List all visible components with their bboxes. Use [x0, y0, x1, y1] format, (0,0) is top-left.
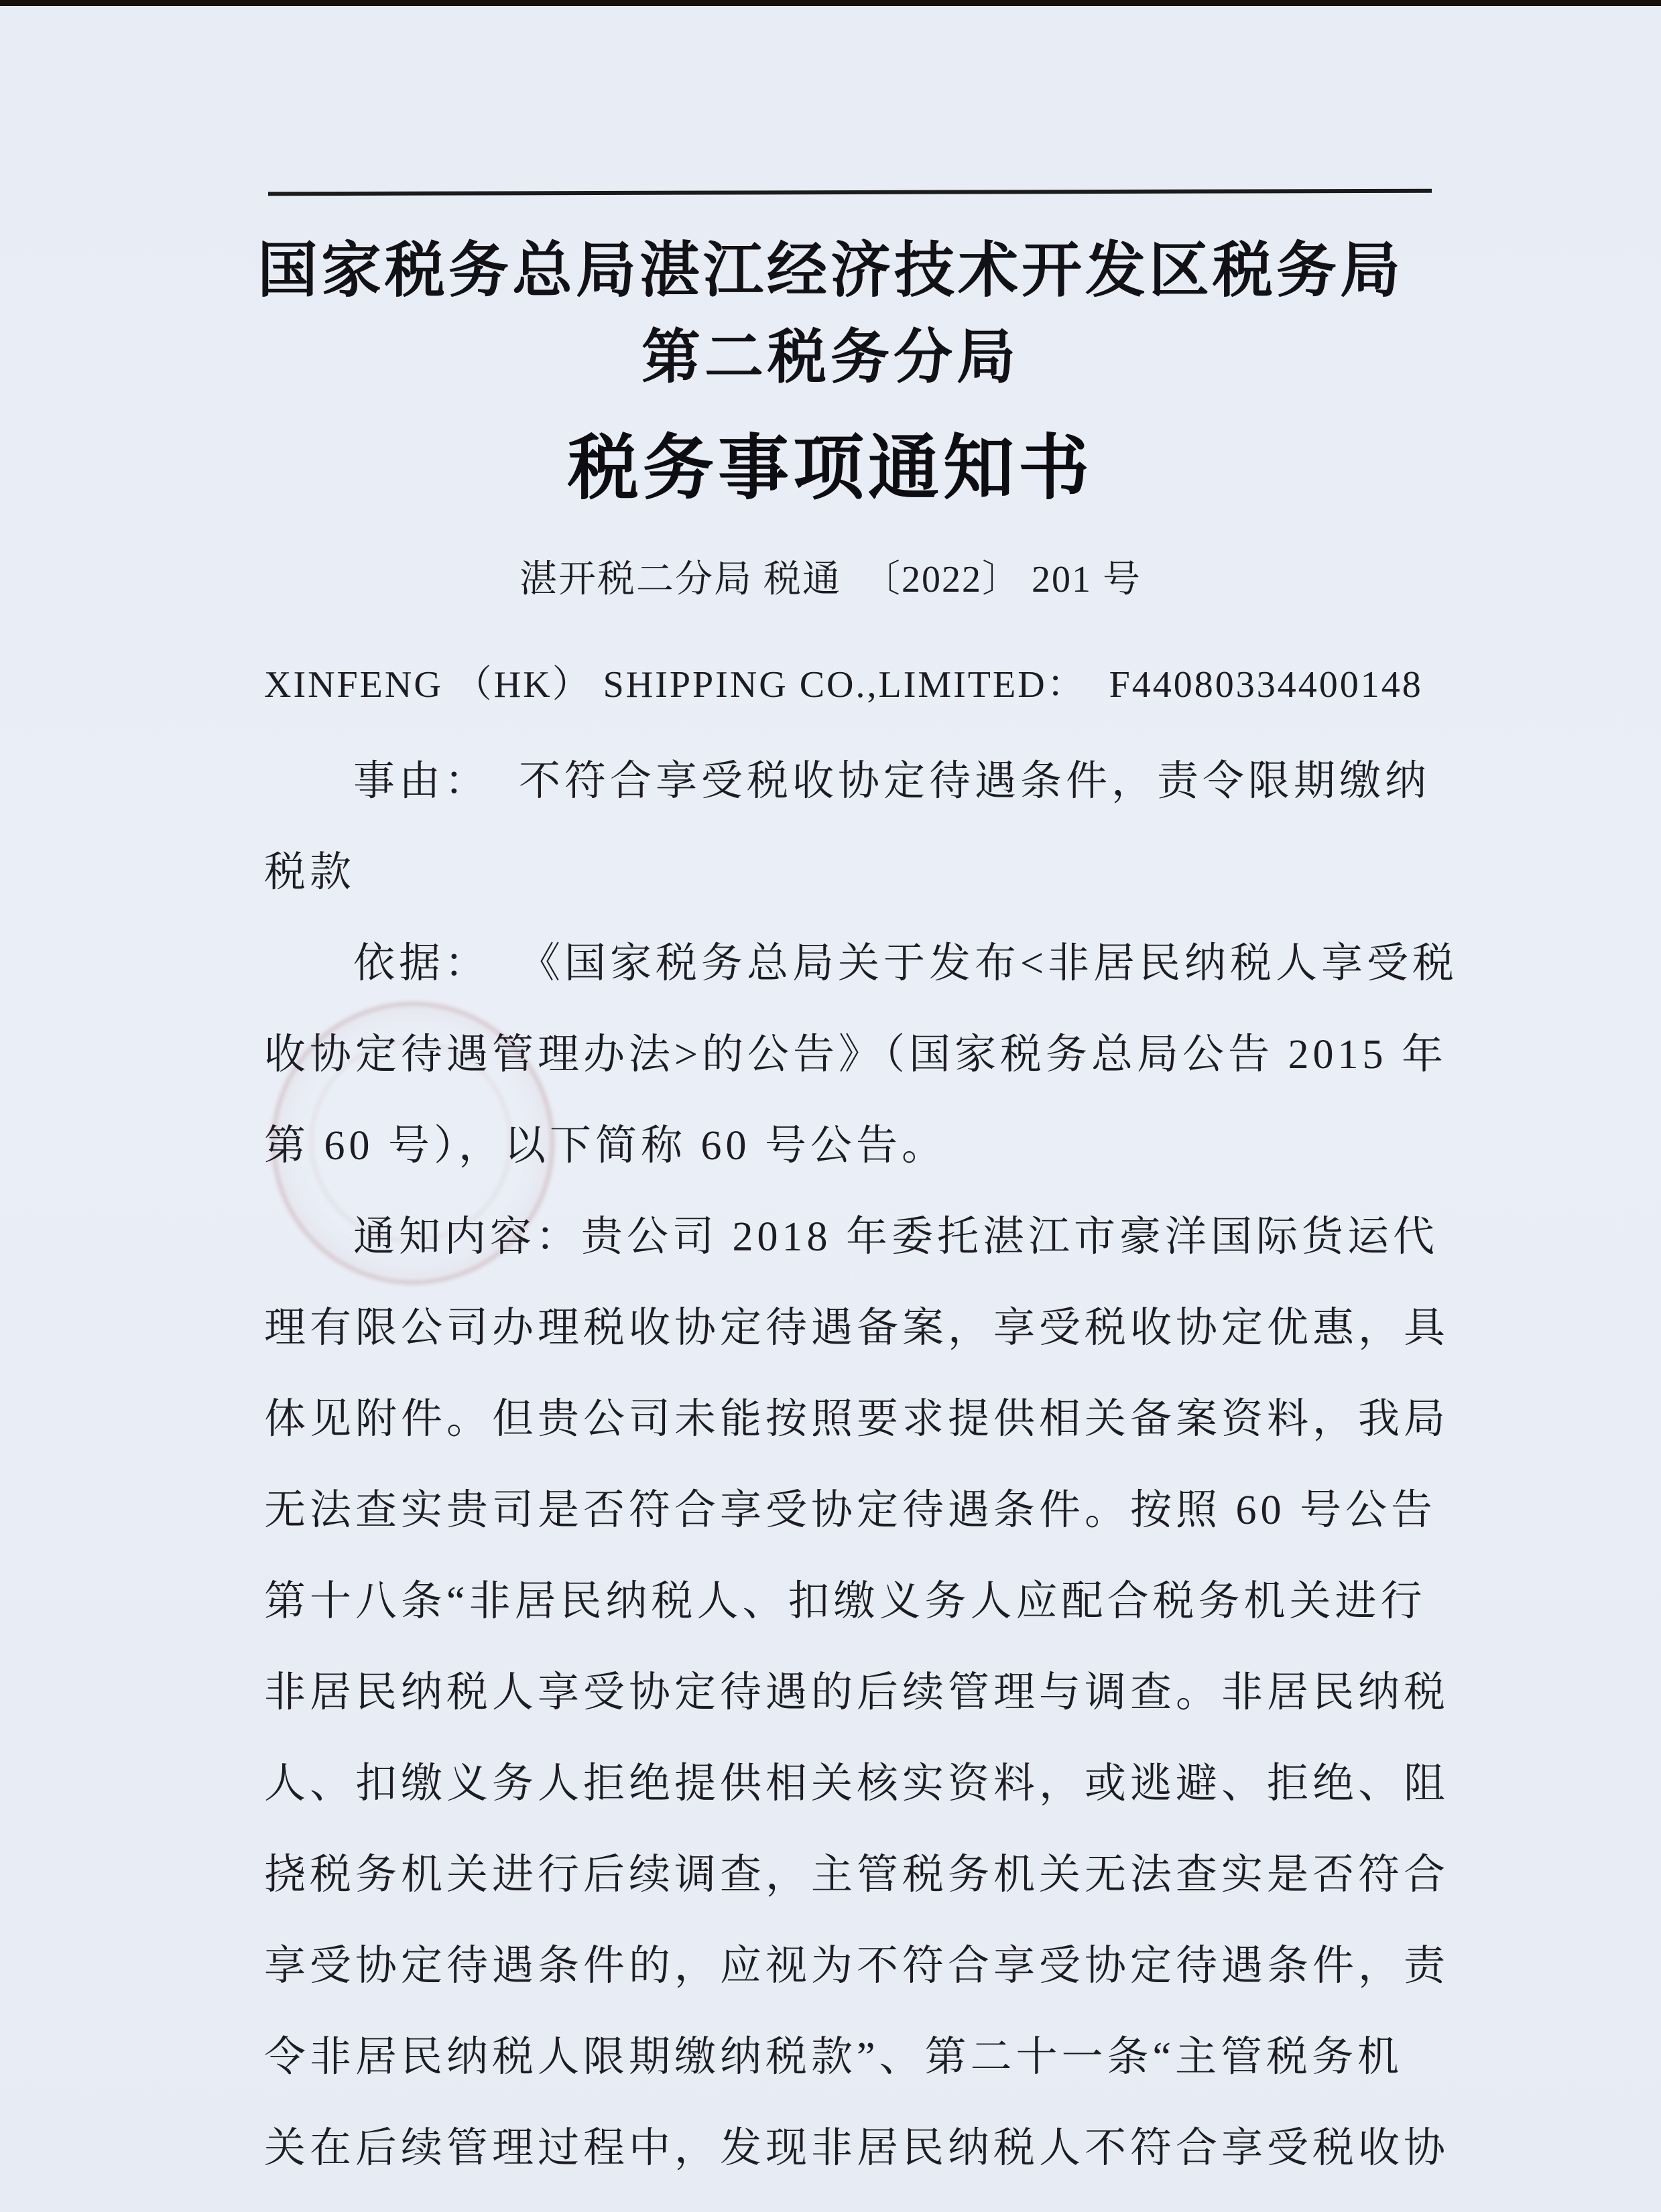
body-line: 理有限公司办理税收协定待遇备案，享受税收协定优惠，具: [264, 1305, 1450, 1351]
body-line: 税款: [264, 850, 356, 895]
header-divider-rule: [268, 189, 1432, 196]
body-line: 收协定待遇管理办法>的公告》（国家税务总局公告 2015 年: [264, 1032, 1447, 1078]
document-number: 湛开税二分局 税通 〔2022〕 201 号: [519, 559, 1142, 600]
body-line: 非居民纳税人享受协定待遇的后续管理与调查。非居民纳税: [264, 1670, 1450, 1715]
scan-top-edge: [0, 0, 1661, 6]
body-line: 令非居民纳税人限期缴纳税款”、第二十一条“主管税务机: [264, 2034, 1404, 2080]
body-line: 享受协定待遇条件的，应视为不符合享受协定待遇条件，责: [264, 1943, 1450, 1989]
addressee-line: XINFENG （HK） SHIPPING CO.,LIMITED： F44080334400148: [264, 664, 1423, 706]
issuer-name-line1: 国家税务总局湛江经济技术开发区税务局: [257, 238, 1404, 304]
body-line: 事由： 不符合享受税收协定待遇条件，责令限期缴纳: [353, 759, 1431, 804]
body-line: 挠税务机关进行后续调查，主管税务机关无法查实是否符合: [264, 1852, 1450, 1898]
body-line: 关在后续管理过程中，发现非居民纳税人不符合享受税收协: [264, 2126, 1450, 2171]
body-line: 依据： 《国家税务总局关于发布<非居民纳税人享受税: [353, 941, 1458, 986]
body-line: 人、扣缴义务人拒绝提供相关核实资料，或逃避、拒绝、阻: [264, 1761, 1450, 1807]
body-line: 通知内容：贵公司 2018 年委托湛江市豪洋国际货运代: [353, 1214, 1439, 1260]
body-line: 无法查实贵司是否符合享受协定待遇条件。按照 60 号公告: [264, 1488, 1437, 1533]
body-line: 体见附件。但贵公司未能按照要求提供相关备案资料，我局: [264, 1396, 1450, 1442]
document-title: 税务事项通知书: [568, 430, 1093, 508]
issuer-name-line2: 第二税务分局: [641, 326, 1020, 391]
body-line: 第十八条“非居民纳税人、扣缴义务人应配合税务机关进行: [264, 1579, 1426, 1624]
body-line: 第 60 号），以下简称 60 号公告。: [264, 1123, 948, 1169]
